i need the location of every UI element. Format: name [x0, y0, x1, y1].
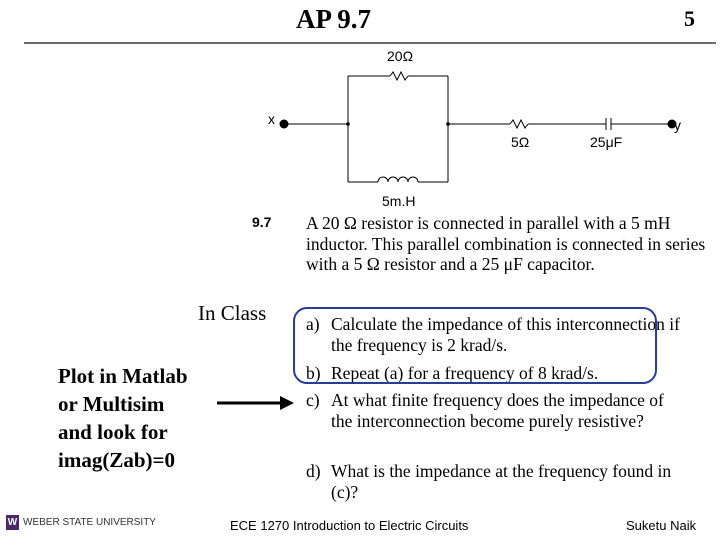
author-name: Suketu Naik — [626, 518, 697, 533]
side-note-line: or Multisim — [58, 392, 165, 416]
in-class-label: In Class — [198, 301, 267, 325]
label-capacitor: 25μF — [590, 134, 623, 150]
label-r-series: 5Ω — [511, 134, 530, 150]
part-a-text: Calculate the impedance of this interconnection if the frequency is 2 krad/s. — [331, 314, 680, 355]
problem-number: 9.7 — [252, 214, 272, 230]
part-d-text: What is the impedance at the frequency found in (c)? — [331, 461, 672, 502]
university-name: WEBER STATE UNIVERSITY — [23, 517, 156, 529]
resistor-5-symbol — [510, 120, 528, 128]
part-a-letter: a) — [306, 314, 320, 334]
part-c-text: At what finite frequency does the impedance of the interconnection become purely resistive? — [331, 390, 664, 431]
course-name: ECE 1270 Introduction to Electric Circuits — [230, 518, 469, 533]
part-d — [306, 461, 686, 502]
inductor-symbol — [378, 177, 418, 182]
part-b-letter: b) — [306, 363, 321, 383]
w-logo-icon: W — [7, 517, 18, 528]
node-left-dot — [346, 122, 350, 126]
label-inductor: 5m.H — [382, 193, 416, 209]
part-d-letter: d) — [306, 461, 321, 481]
slide-title: AP 9.7 — [296, 4, 372, 34]
problem-statement: A 20 Ω resistor is connected in parallel with a 5 mH inductor. This parallel combination is connected in series with a 5 Ω resistor and a 25 μF capacitor. — [306, 213, 706, 274]
side-note — [58, 362, 188, 474]
part-b-text: Repeat (a) for a frequency of 8 krad/s. — [331, 363, 599, 383]
label-node-y: y — [674, 117, 681, 133]
side-note-line: imag(Zab)=0 — [58, 448, 175, 472]
resistor-20-symbol — [390, 72, 408, 80]
university-logo — [6, 515, 156, 530]
part-c — [306, 390, 686, 431]
part-c-letter: c) — [306, 390, 320, 410]
terminal-x-dot — [280, 120, 289, 129]
slide-number: 5 — [684, 6, 695, 31]
side-note-line: and look for — [58, 420, 168, 444]
circuit-diagram — [0, 0, 720, 220]
node-right-dot — [446, 122, 450, 126]
side-note-line: Plot in Matlab — [58, 364, 188, 388]
highlight-box — [293, 307, 657, 384]
label-r-parallel: 20Ω — [387, 48, 414, 64]
label-node-x: x — [268, 111, 275, 127]
